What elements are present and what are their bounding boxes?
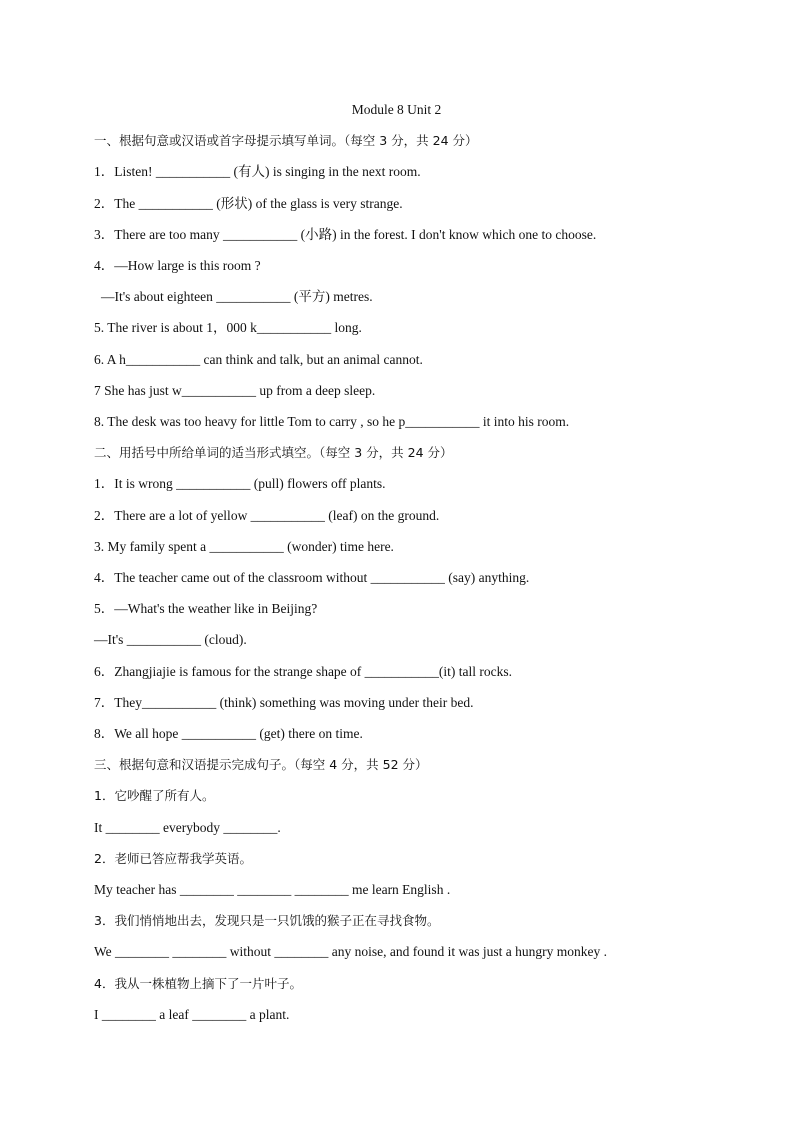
question-line: 8．We all hope ___________ (get) there on time. bbox=[94, 726, 363, 741]
question-prompt: 3．我们悄悄地出去，发现只是一只饥饿的猴子正在寻找食物。 bbox=[94, 913, 440, 928]
question-line: 1．Listen! ___________ (有人) is singing in the next room. bbox=[94, 164, 421, 179]
question-line: 4．The teacher came out of the classroom without ___________ (say) anything. bbox=[94, 570, 530, 585]
question-line: 2．The ___________ (形状) of the glass is very strange. bbox=[94, 196, 403, 211]
question-line: 5．—What's the weather like in Beijing? bbox=[94, 601, 318, 616]
question-prompt: 4．我从一株植物上摘下了一片叶子。 bbox=[94, 976, 302, 991]
question-line: We ________ ________ without ________ any noise, and found it was just a hungry monkey . bbox=[94, 944, 607, 959]
question-line: 6. A h___________ can think and talk, but an animal cannot. bbox=[94, 352, 423, 367]
question-line: It ________ everybody ________. bbox=[94, 820, 281, 835]
question-line: 5. The river is about 1，000 k___________ long. bbox=[94, 320, 362, 335]
question-line: 1．It is wrong ___________ (pull) flowers off plants. bbox=[94, 476, 386, 491]
question-prompt: 1．它吵醒了所有人。 bbox=[94, 788, 215, 803]
question-line: —It's ___________ (cloud). bbox=[94, 632, 247, 647]
question-line: 7．They___________ (think) something was moving under their bed. bbox=[94, 695, 474, 710]
question-line: 6．Zhangjiajie is famous for the strange shape of ___________(it) tall rocks. bbox=[94, 664, 513, 679]
section-1-heading: 一、根据句意或汉语或首字母提示填写单词。（每空 3 分，共 24 分） bbox=[94, 133, 478, 148]
question-line: 8. The desk was too heavy for little Tom to carry , so he p___________ it into his room. bbox=[94, 414, 570, 429]
question-line: 3. My family spent a ___________ (wonder) time here. bbox=[94, 539, 394, 554]
question-line: 2．There are a lot of yellow ___________ (leaf) on the ground. bbox=[94, 508, 440, 523]
page-title: Module 8 Unit 2 bbox=[351, 102, 442, 117]
question-prompt: 2．老师已答应帮我学英语。 bbox=[94, 851, 252, 866]
section-3-heading: 三、根据句意和汉语提示完成句子。（每空 4 分，共 52 分） bbox=[94, 757, 428, 772]
question-line: I ________ a leaf ________ a plant. bbox=[94, 1007, 290, 1022]
question-line: 4．—How large is this room ? bbox=[94, 258, 261, 273]
question-line: 7 She has just w___________ up from a deep sleep. bbox=[94, 383, 376, 398]
section-2-heading: 二、用括号中所给单词的适当形式填空。（每空 3 分，共 24 分） bbox=[94, 445, 453, 460]
question-line: My teacher has ________ ________ ________ me learn English . bbox=[94, 882, 451, 897]
question-line: 3．There are too many ___________ (小路) in the forest. I don't know which one to choose. bbox=[94, 227, 597, 242]
question-line: —It's about eighteen ___________ (平方) metres. bbox=[101, 289, 373, 304]
